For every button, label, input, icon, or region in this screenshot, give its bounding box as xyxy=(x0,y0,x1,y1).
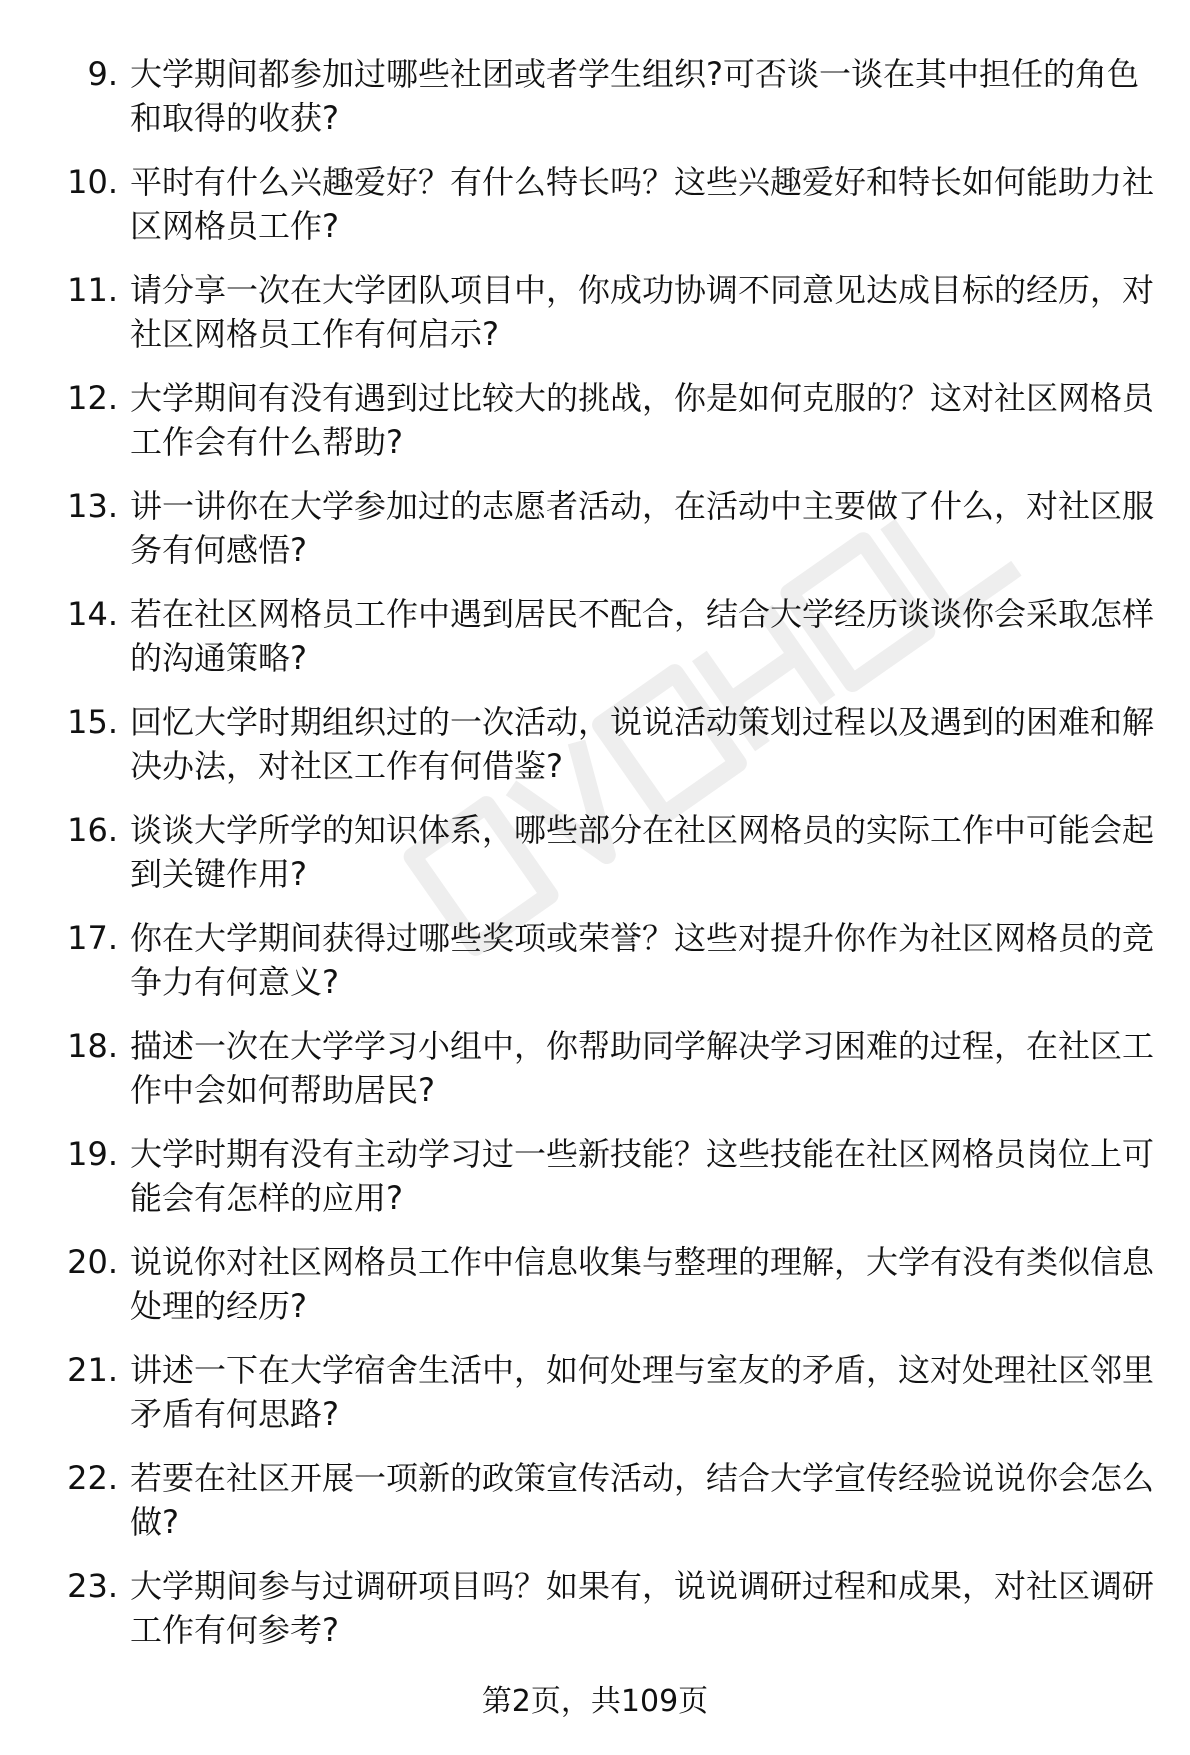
question-item xyxy=(56,268,1156,376)
question-number: 14. xyxy=(67,595,118,633)
question-number: 19. xyxy=(67,1135,118,1173)
page-footer: 第2页，共109页 xyxy=(481,1684,709,1719)
question-text: 讲一讲你在大学参加过的志愿者活动，在活动中主要做了什么，对社区服务有何感悟? xyxy=(130,487,1155,569)
question-item xyxy=(56,1132,1156,1240)
question-text: 大学期间有没有遇到过比较大的挑战，你是如何克服的？这对社区网格员工作会有什么帮助? xyxy=(130,379,1155,461)
question-item xyxy=(56,1456,1156,1564)
question-item xyxy=(56,484,1156,592)
question-item xyxy=(56,376,1156,484)
question-text: 回忆大学时期组织过的一次活动，说说活动策划过程以及遇到的困难和解决办法，对社区工作有何借鉴? xyxy=(130,703,1155,785)
question-item xyxy=(56,700,1156,808)
question-item xyxy=(56,1024,1156,1132)
question-number: 23. xyxy=(67,1567,118,1605)
question-number: 21. xyxy=(67,1351,118,1389)
question-text: 谈谈大学所学的知识体系，哪些部分在社区网格员的实际工作中可能会起到关键作用? xyxy=(130,811,1155,893)
question-text: 若在社区网格员工作中遇到居民不配合，结合大学经历谈谈你会采取怎样的沟通策略? xyxy=(130,595,1155,677)
question-item xyxy=(56,1240,1156,1348)
question-text: 请分享一次在大学团队项目中，你成功协调不同意见达成目标的经历，对社区网格员工作有何启示? xyxy=(130,271,1155,353)
question-number: 15. xyxy=(67,703,118,741)
question-text: 说说你对社区网格员工作中信息收集与整理的理解，大学有没有类似信息处理的经历? xyxy=(130,1243,1155,1325)
question-item xyxy=(56,808,1156,916)
question-text: 描述一次在大学学习小组中，你帮助同学解决学习困难的过程，在社区工作中会如何帮助居民? xyxy=(130,1027,1155,1109)
question-number: 20. xyxy=(67,1243,118,1281)
question-item xyxy=(56,592,1156,700)
question-number: 16. xyxy=(67,811,118,849)
question-number: 13. xyxy=(67,487,118,525)
question-text: 讲述一下在大学宿舍生活中，如何处理与室友的矛盾，这对处理社区邻里矛盾有何思路? xyxy=(130,1351,1155,1433)
question-number: 10. xyxy=(67,163,118,201)
question-text: 若要在社区开展一项新的政策宣传活动，结合大学宣传经验说说你会怎么做? xyxy=(130,1459,1155,1541)
question-number: 22. xyxy=(67,1459,118,1497)
question-list xyxy=(56,52,1156,1672)
question-item xyxy=(56,160,1156,268)
question-text: 大学期间都参加过哪些社团或者学生组织?可否谈一谈在其中担任的角色和取得的收获? xyxy=(130,55,1139,137)
question-number: 12. xyxy=(67,379,118,417)
question-text: 大学期间参与过调研项目吗？如果有，说说调研过程和成果，对社区调研工作有何参考? xyxy=(130,1567,1155,1649)
question-item xyxy=(56,1348,1156,1456)
question-text: 平时有什么兴趣爱好？有什么特长吗？这些兴趣爱好和特长如何能助力社区网格员工作? xyxy=(130,163,1155,245)
question-number: 17. xyxy=(67,919,118,957)
question-item xyxy=(56,1564,1156,1672)
question-number: 18. xyxy=(67,1027,118,1065)
question-number: 11. xyxy=(67,271,118,309)
question-number: 9. xyxy=(87,55,118,93)
question-text: 你在大学期间获得过哪些奖项或荣誉？这些对提升你作为社区网格员的竞争力有何意义? xyxy=(130,919,1155,1001)
question-item xyxy=(56,916,1156,1024)
question-item xyxy=(56,52,1156,160)
question-text: 大学时期有没有主动学习过一些新技能？这些技能在社区网格员岗位上可能会有怎样的应用? xyxy=(130,1135,1155,1217)
